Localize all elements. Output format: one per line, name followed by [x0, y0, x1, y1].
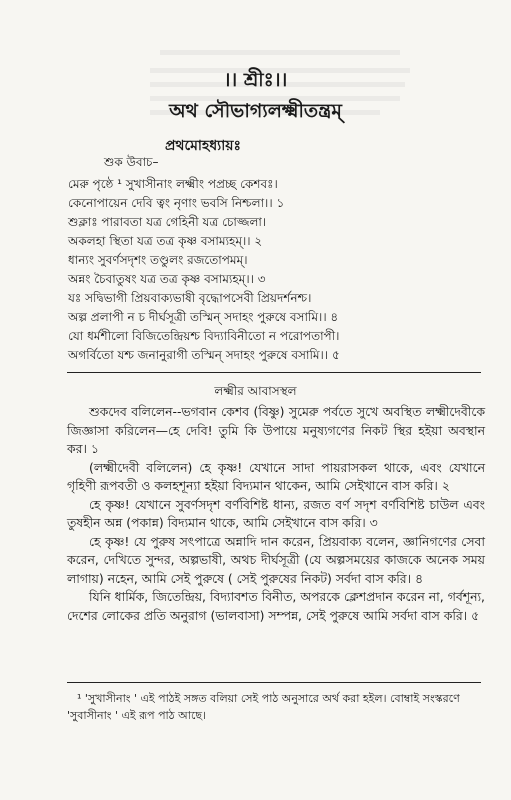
chapter-heading: প্রথমোহধ্যায়ঃ [164, 138, 241, 154]
verse-line: অগর্বিতো যশ্চ জনানুরাগী তস্মিন্ সদাহং পুরুষে বসামি।। ৫ [68, 348, 340, 362]
verse-line: শুক্লাঃ পারাবতা যত্র গেহিনী যত্র চোজ্জলা। [68, 215, 267, 229]
footnote: ¹ 'সুখাসীনাং ' এই পাঠই সঙ্গত বলিয়া সেই পাঠ অনুসারে অর্থ করা হইল। বোম্বাই সংস্করণে 'সুবাসীনাং ' এই রূপ পাঠ আছে। [67, 692, 460, 722]
verse-line: অন্নং চৈবাতুষং যত্র তত্র কৃষ্ণ বসাম্যহম্।। ৩ [68, 272, 266, 286]
speaker-label: শুক উবাচ– [104, 155, 159, 169]
verse-block [68, 175, 488, 365]
verse-line: যঃ সদ্বিভাগী প্রিয়বাক্যভাষী বৃদ্ধোপসেবী প্রিয়দর্শনশ্চ। [68, 291, 312, 305]
verse-line: অল্প প্রলাপী ন চ দীর্ঘসূত্রী তস্মিন্ সদাহং পুরুষে বসামি।। ৪ [68, 310, 339, 324]
verse-line: ধান্যং সুবর্ণসদৃশং তণ্ডুলং রজতোপমম্। [68, 253, 248, 267]
translation-paragraph: হে কৃষ্ণ! যেখানে সুবর্ণসদৃশ বর্ণবিশিষ্ট ধান্য, রজত বর্ণ সদৃশ বর্ণবিশিষ্ট চাউল এবং তুষহীন অন্ন (পকান্ন) বিদ্যমান থাকে, আমি সেইখানে বাস করি। ৩ [67, 496, 485, 530]
verse-line: যো ধর্মশীলো বিজিতেন্দ্রিয়শ্চ বিদ্যাবিনীতো ন পরোপতাপী। [68, 329, 340, 343]
translation-paragraph: হে কৃষ্ণ! যে পুরুষ সৎপাত্রে অন্নাদি দান করেন, প্রিয়বাক্য বলেন, জ্ঞানিগণের সেবা করেন, দেখিতে সুন্দর, অল্পভাষী, অথচ দীর্ঘসূত্রী (যে অল্পসময়ের কাজকে অনেক সময় লাগায়) নহেন, আমি সেই পুরুষে ( সেই পুরুষের নিকট) সর্বদা বাস করি। ৪ [67, 533, 485, 586]
footnote-divider [67, 682, 481, 683]
section-title: লক্ষ্মীর আবাসস্থল [214, 384, 297, 398]
section-divider [67, 372, 481, 373]
translation-paragraph: (লক্ষ্মীদেবী বলিলেন) হে কৃষ্ণ! যেখানে সাদা পায়রাসকল থাকে, এবং যেখানে গৃহিণী রূপবতী ও কলহশূন্যা হইয়া বিদ্যমান থাকেন, আমি সেইখানে বাস করি। ২ [67, 459, 485, 493]
invocation: ।। শ্রীঃ।। [223, 69, 288, 91]
translation-paragraph: শুকদেব বলিলেন--ভগবান কেশব (বিষ্ণু) সুমেরু পর্বতে সুখে অবস্থিত লক্ষ্মীদেবীকে জিজ্ঞাসা করিলেন—হে দেবি! তুমি কি উপায়ে মনুষ্যগণের নিকট স্থির হইয়া অবস্থান কর। ১ [67, 404, 485, 456]
verse-line: কেনোপায়েন দেবি ত্বং নৃণাং ভবসি নিশ্চলা।। ১ [68, 196, 285, 210]
translation-block [67, 403, 485, 625]
translation-paragraph: যিনি ধার্মিক, জিতেন্দ্রিয়, বিদ্যাবশত বিনীত, অপরকে ক্লেশপ্রদান করেন না, গর্বশূন্য, দেশের লোকের প্রতি অনুরাগ (ভালবাসা) সম্পন্ন, সেই পুরুষে আমি সর্বদা বাস করি। ৫ [67, 589, 485, 623]
verse-line: অকলহা স্থিতা যত্র তত্র কৃষ্ণ বসাম্যহম্।। ২ [68, 234, 263, 248]
page-title: অথ সৌভাগ্যলক্ষ্মীতন্ত্রম্ [169, 100, 342, 122]
verse-line: মেরু পৃষ্ঠে ¹ সুখাসীনাং লক্ষ্মীং পপ্রচ্ছ কেশবঃ। [68, 177, 278, 191]
